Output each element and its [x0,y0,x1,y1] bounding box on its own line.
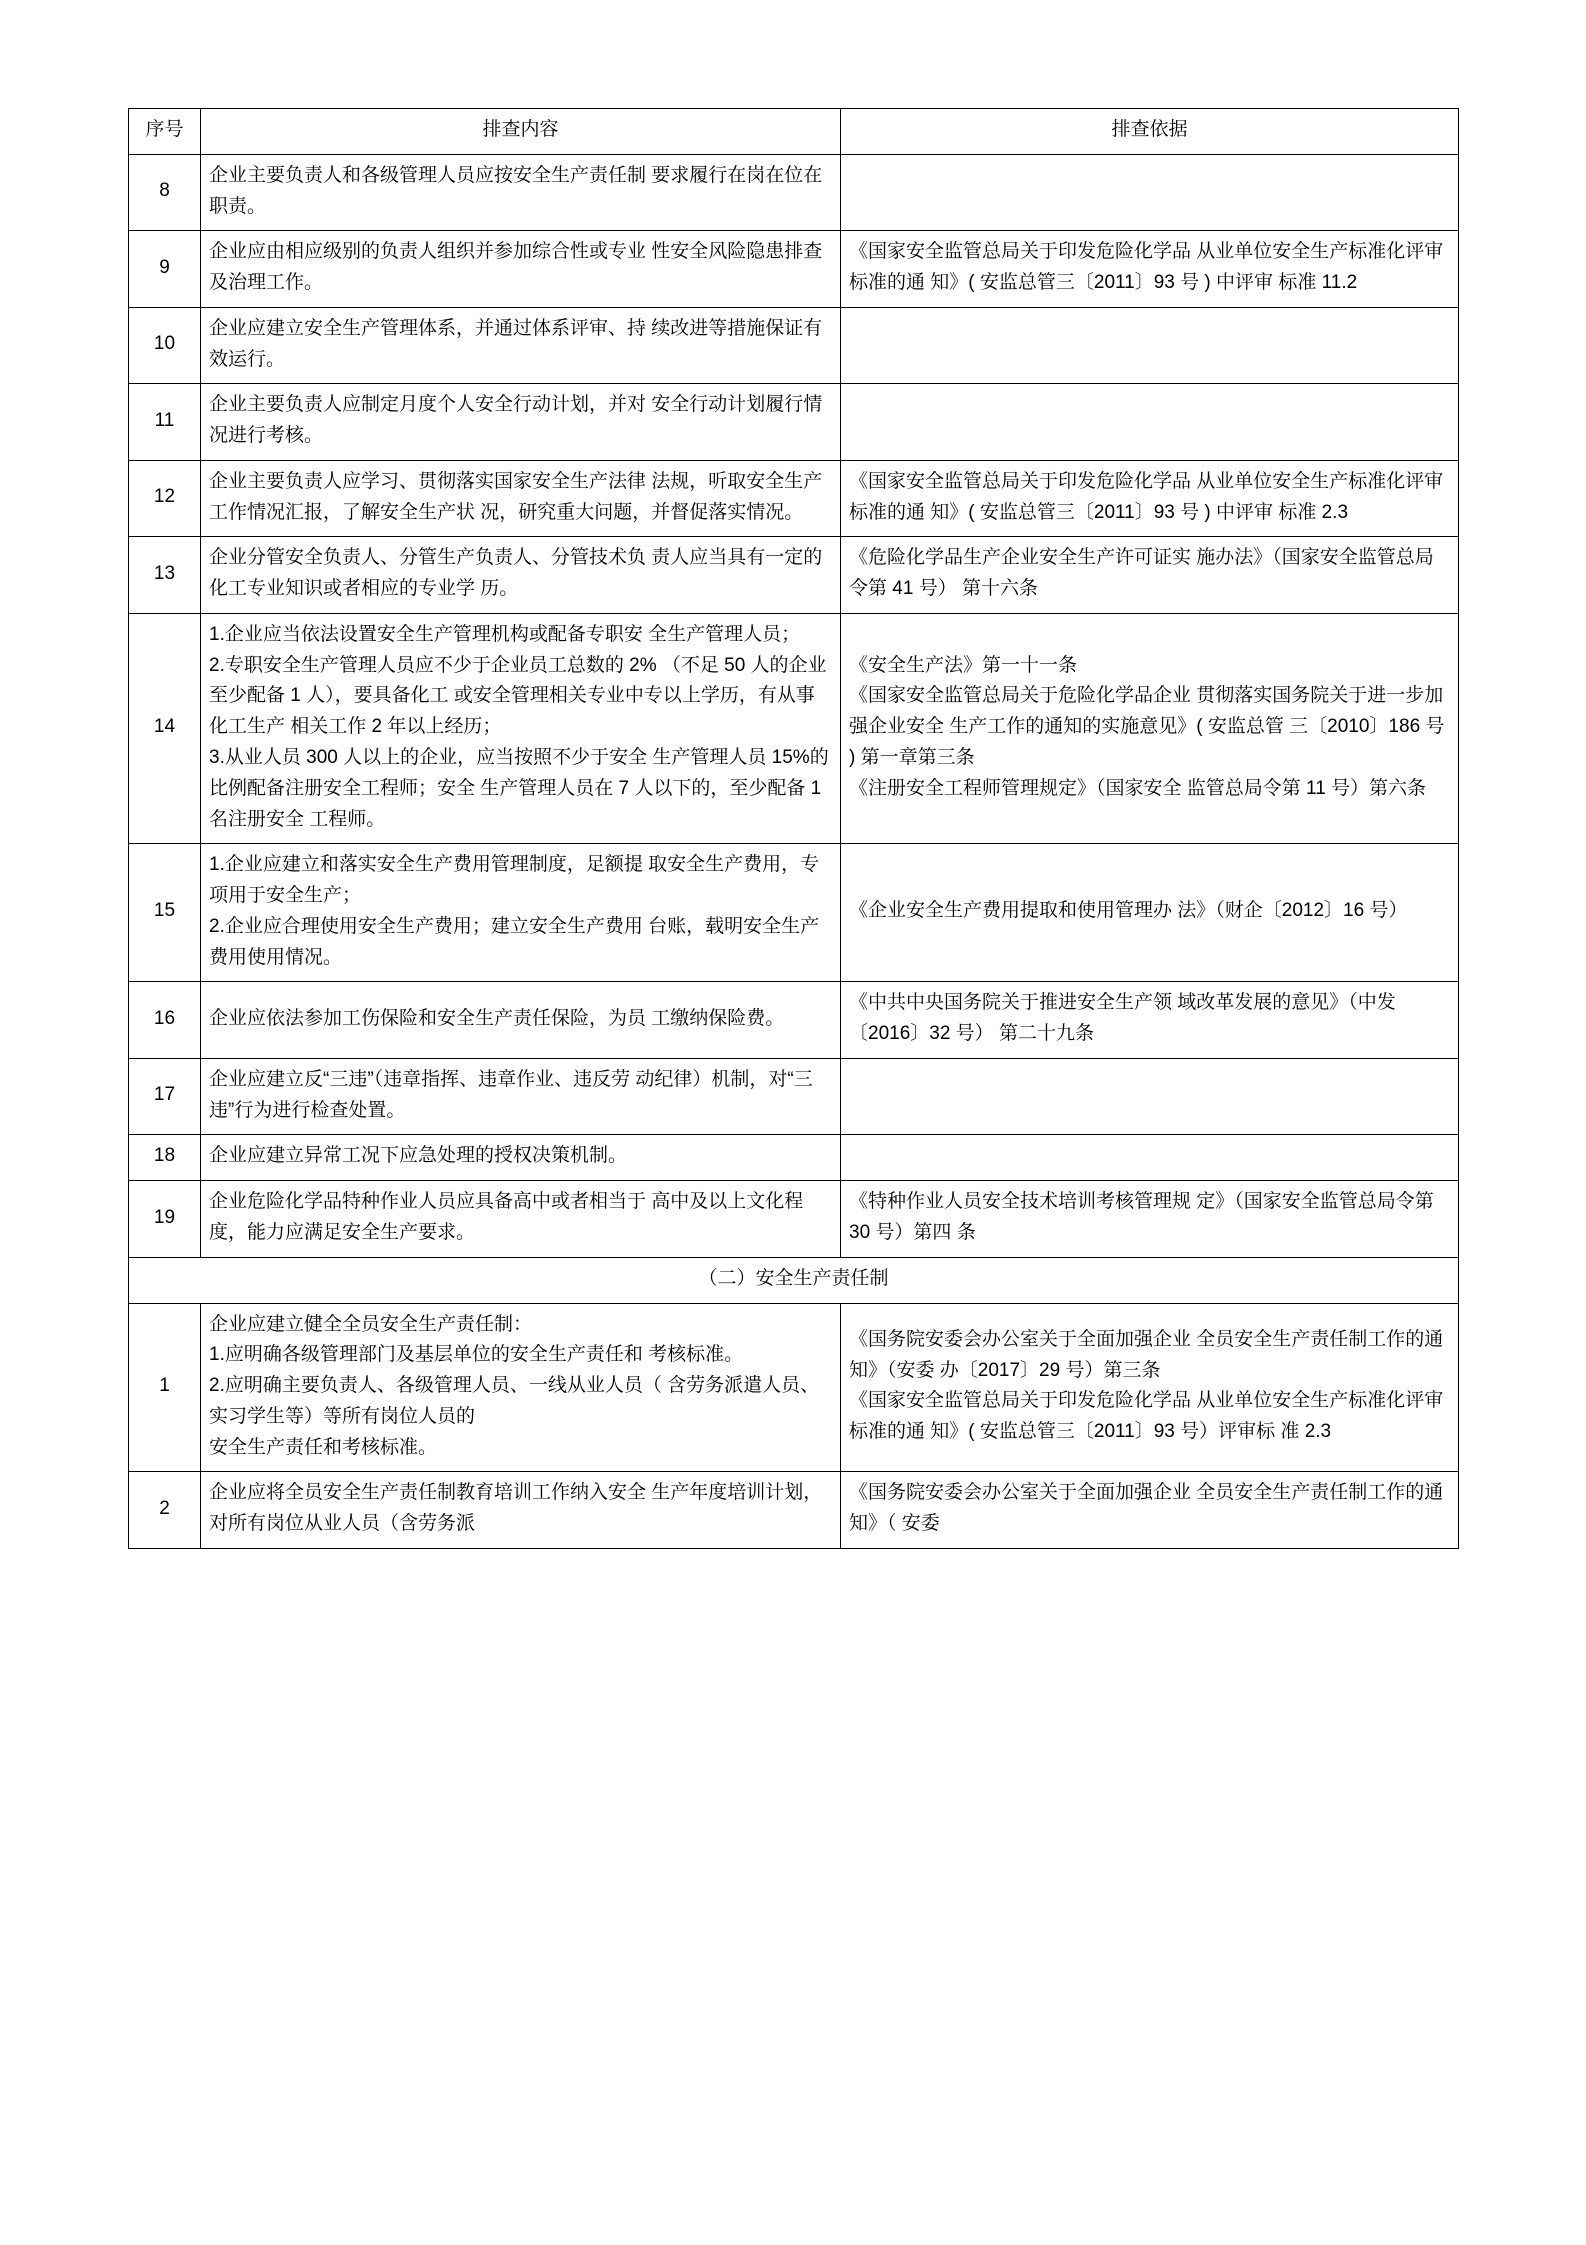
table-row [129,231,1459,308]
row-inspection-basis [841,231,1459,308]
basis-line: 《中共中央国务院关于推进安全生产领 域改革发展的意见》（中发〔2016〕32 号） 第二十九条 [849,992,1396,1045]
table-row [129,1472,1459,1549]
row-inspection-content [201,613,841,843]
table-row [129,1058,1459,1135]
table-row [129,1181,1459,1258]
content-line: 2.应明确主要负责人、各级管理人员、一线从业人员（ 含劳务派遣人员、实习学生等）等所有岗位人员的 [209,1375,820,1427]
table-row [129,460,1459,537]
content-line: 1.应明确各级管理部门及基层单位的安全生产责任和 考核标准。 [209,1344,744,1366]
row-inspection-basis [841,384,1459,461]
header-cell-basis: 排查依据 [841,109,1459,155]
row-sequence-number: 14 [129,613,201,843]
table-row [129,537,1459,614]
table-row [129,844,1459,982]
row-inspection-content [201,982,841,1059]
row-sequence-number: 13 [129,537,201,614]
row-sequence-number: 8 [129,154,201,231]
table-header-row [129,109,1459,155]
content-line: 企业主要负责人和各级管理人员应按安全生产责任制 要求履行在岗在位在职责。 [209,164,823,217]
row-inspection-basis [841,154,1459,231]
row-inspection-basis [841,460,1459,537]
row-sequence-number: 18 [129,1135,201,1181]
section-title: （二）安全生产责任制 [129,1257,1459,1303]
row-sequence-number: 9 [129,231,201,308]
content-line: 企业应建立异常工况下应急处理的授权决策机制。 [209,1145,628,1167]
content-line: 1.企业应建立和落实安全生产费用管理制度，足额提 取安全生产费用，专项用于安全生产； [209,854,820,907]
row-inspection-content [201,844,841,982]
basis-line: 《特种作业人员安全技术培训考核管理规 定》（国家安全监管总局令第 30 号）第四 条 [849,1191,1434,1243]
row-sequence-number: 2 [129,1472,201,1549]
row-inspection-content [201,231,841,308]
content-line: 企业应依法参加工伤保险和安全生产责任保险，为员 工缴纳保险费。 [209,1007,785,1029]
row-inspection-basis [841,982,1459,1059]
table-row [129,613,1459,843]
row-inspection-content [201,154,841,231]
row-sequence-number: 16 [129,982,201,1059]
row-sequence-number: 17 [129,1058,201,1135]
content-line: 2.企业应合理使用安全生产费用；建立安全生产费用 台账，载明安全生产费用使用情况。 [209,915,820,968]
header-cell-seq: 序号 [129,109,201,155]
row-sequence-number: 15 [129,844,201,982]
content-line: 安全生产责任和考核标准。 [209,1436,438,1458]
row-inspection-content [201,1472,841,1549]
content-line: 3.从业人员 300 人以上的企业，应当按照不少于安全 生产管理人员 15%的比例配备注册安全工程师；安全 生产管理人员在 7 人以下的，至少配备 1 名注册安全 工程师。 [209,747,829,830]
table-row [129,384,1459,461]
row-inspection-content [201,537,841,614]
row-inspection-basis [841,1181,1459,1258]
row-sequence-number: 10 [129,307,201,384]
row-inspection-basis [841,1058,1459,1135]
row-sequence-number: 12 [129,460,201,537]
content-line: 企业应建立健全全员安全生产责任制： [209,1313,533,1335]
row-inspection-basis [841,613,1459,843]
basis-line: 《注册安全工程师管理规定》（国家安全 监管总局令第 11 号）第六条 [849,777,1427,799]
basis-line: 《危险化学品生产企业安全生产许可证实 施办法》（国家安全监管总局令第 41 号） 第十六条 [849,547,1434,600]
table-row [129,154,1459,231]
basis-line: 《国家安全监管总局关于印发危险化学品 从业单位安全生产标准化评审标准的通 知》( 安监总管三〔2011〕93 号）评审标 准 2.3 [849,1390,1444,1443]
table-body [129,154,1459,1548]
basis-line: 《国家安全监管总局关于危险化学品企业 贯彻落实国务院关于进一步加强企业安全 生产工作的通知的实施意见》( 安监总管 三〔2010〕186 号 ) 第一章第三条 [849,685,1445,769]
basis-line: 《安全生产法》第一十一条 [849,654,1078,676]
content-line: 企业分管安全负责人、分管生产负责人、分管技术负 责人应当具有一定的化工专业知识或者相应的专业学 历。 [209,547,823,600]
row-inspection-basis [841,1135,1459,1181]
table-header [129,109,1459,155]
row-inspection-content [201,1181,841,1258]
table-row [129,307,1459,384]
content-line: 企业应将全员安全生产责任制教育培训工作纳入安全 生产年度培训计划，对所有岗位从业人员（含劳务派 [209,1482,823,1535]
row-inspection-basis [841,844,1459,982]
content-line: 企业主要负责人应学习、贯彻落实国家安全生产法律 法规，听取安全生产工作情况汇报，了解安全生产状 况，研究重大问题，并督促落实情况。 [209,470,823,523]
row-inspection-basis [841,1472,1459,1549]
row-sequence-number: 19 [129,1181,201,1258]
row-inspection-content [201,460,841,537]
row-inspection-content [201,1303,841,1472]
row-inspection-content [201,384,841,461]
row-inspection-content [201,1058,841,1135]
content-line: 企业应由相应级别的负责人组织并参加综合性或专业 性安全风险隐患排查及治理工作。 [209,241,823,294]
content-line: 企业应建立安全生产管理体系，并通过体系评审、持 续改进等措施保证有效运行。 [209,317,823,370]
basis-line: 《国务院安委会办公室关于全面加强企业 全员安全生产责任制工作的通知》（安委 办〔2017〕29 号）第三条 [849,1328,1444,1381]
header-cell-content: 排查内容 [201,109,841,155]
table-section-row [129,1257,1459,1303]
content-line: 企业应建立反“三违”（违章指挥、违章作业、违反劳 动纪律）机制，对“三违”行为进行检查处置。 [209,1068,813,1121]
row-inspection-content [201,307,841,384]
basis-line: 《企业安全生产费用提取和使用管理办 法》（财企〔2012〕16 号） [849,900,1408,922]
content-line: 企业危险化学品特种作业人员应具备高中或者相当于 高中及以上文化程度，能力应满足安全生产要求。 [209,1191,804,1243]
row-sequence-number: 11 [129,384,201,461]
content-line: 2.专职安全生产管理人员应不少于企业员工总数的 2% （不足 50 人的企业至少配备 1 人），要具备化工 或安全管理相关专业中专以上学历，有从事化工生产 相关工作 2 年以上经历； [209,654,827,738]
basis-line: 《国家安全监管总局关于印发危险化学品 从业单位安全生产标准化评审标准的通 知》( 安监总管三〔2011〕93 号 ) 中评审 标准 11.2 [849,241,1444,294]
content-line: 1.企业应当依法设置安全生产管理机构或配备专职安 全生产管理人员； [209,623,801,645]
content-line: 企业主要负责人应制定月度个人安全行动计划，并对 安全行动计划履行情况进行考核。 [209,394,823,447]
basis-line: 《国务院安委会办公室关于全面加强企业 全员安全生产责任制工作的通知》（ 安委 [849,1482,1444,1535]
row-inspection-basis [841,307,1459,384]
inspection-checklist-table [128,108,1459,1549]
basis-line: 《国家安全监管总局关于印发危险化学品 从业单位安全生产标准化评审标准的通 知》( 安监总管三〔2011〕93 号 ) 中评审 标准 2.3 [849,470,1444,523]
row-sequence-number: 1 [129,1303,201,1472]
table-row [129,1303,1459,1472]
table-row [129,982,1459,1059]
table-row [129,1135,1459,1181]
row-inspection-basis [841,537,1459,614]
row-inspection-basis [841,1303,1459,1472]
row-inspection-content [201,1135,841,1181]
